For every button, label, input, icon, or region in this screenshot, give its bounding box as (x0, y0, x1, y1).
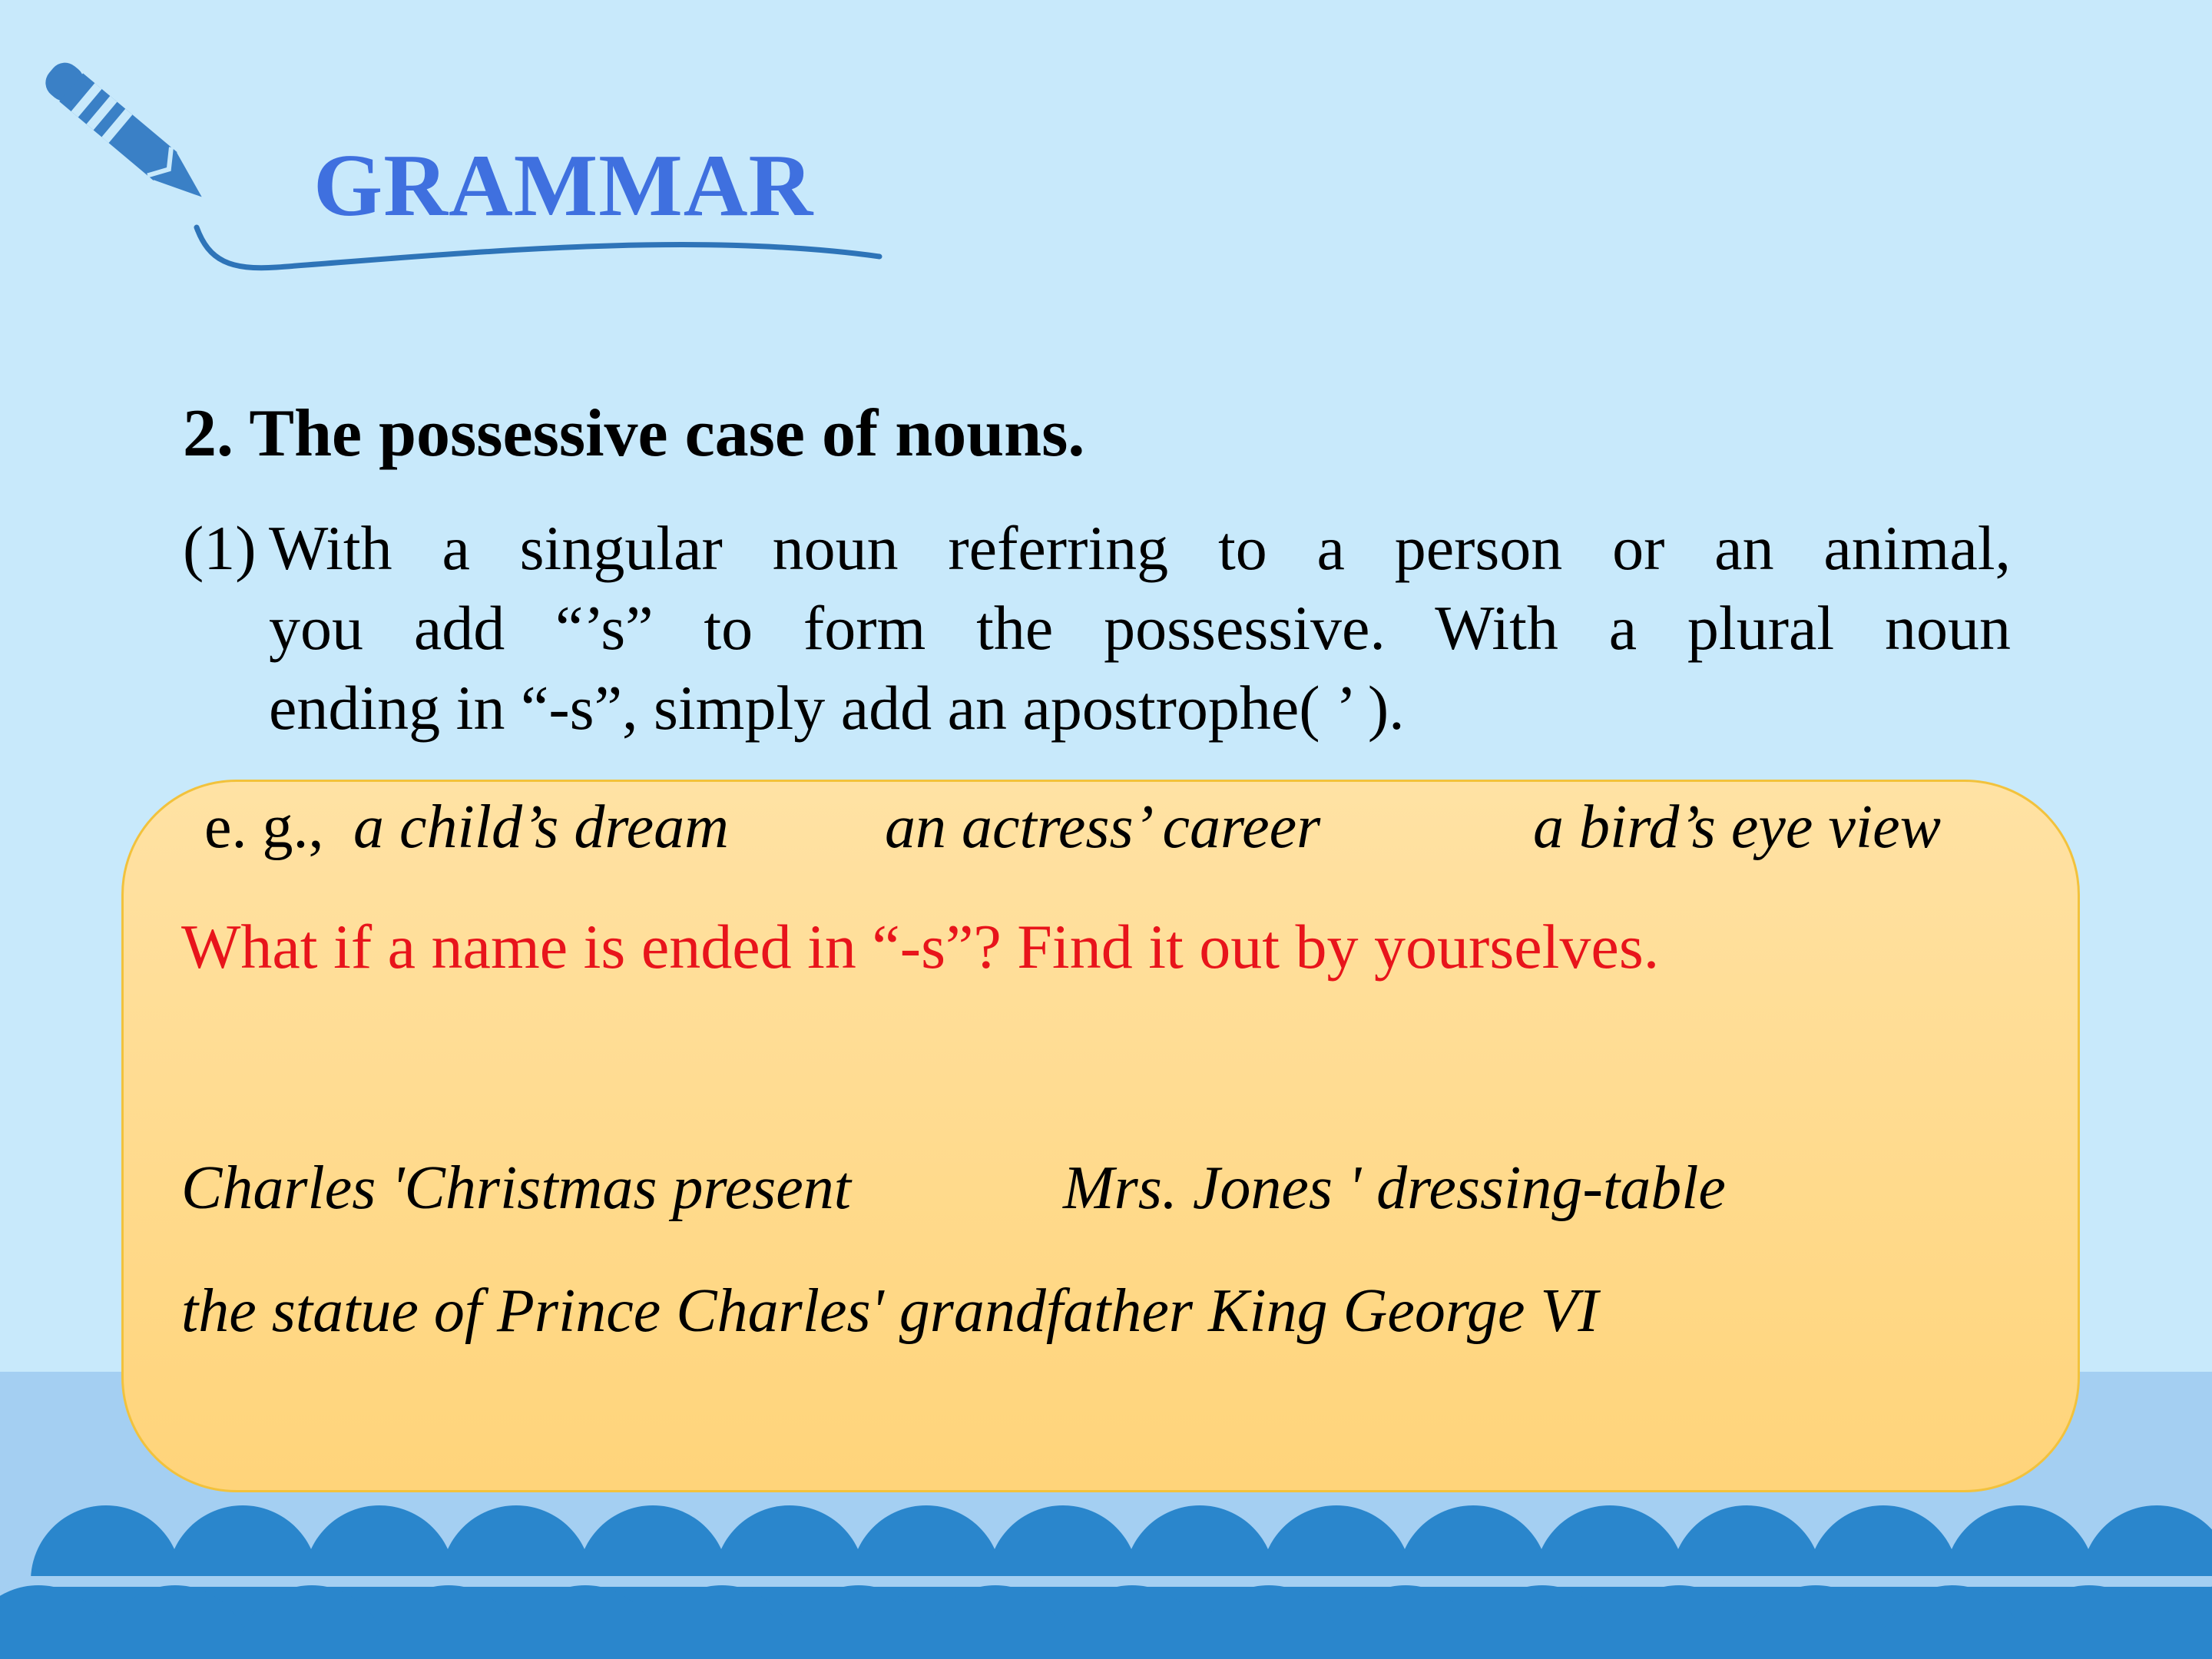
question-text: What if a name is ended in “-s”? Find it out by yourselves. (181, 912, 1660, 982)
answer-example: Mrs. Jones ' dressing-table (1063, 1154, 1726, 1222)
example-item: an actress’ career (885, 793, 1321, 861)
rule-number: (1) (183, 513, 257, 583)
example-item: a child’s dream (353, 793, 729, 861)
example-item: a bird’s eye view (1533, 793, 1941, 861)
example-panel (121, 780, 2080, 1492)
answer-example: the statue of Prince Charles' grandfather King George VI (181, 1277, 1599, 1345)
scallop-gap (0, 1576, 2212, 1587)
slide-title: GRAMMAR (313, 137, 814, 235)
section-heading: 2. The possessive case of nouns. (183, 396, 1085, 471)
rule-line: With a singular noun referring to a person or an animal, (269, 513, 2011, 583)
answer-example: Charles 'Christmas present (181, 1154, 851, 1222)
pencil-icon (39, 56, 214, 210)
rule-line: ending in “-s”, simply add an apostrophe( ’ ). (269, 673, 1405, 743)
rule-line: you add “’s” to form the possessive. With a plural noun (269, 593, 2011, 663)
rule-paragraph (183, 508, 2011, 748)
scallop-wave-decoration (0, 1505, 2212, 1659)
example-label: e. g., (204, 793, 324, 861)
